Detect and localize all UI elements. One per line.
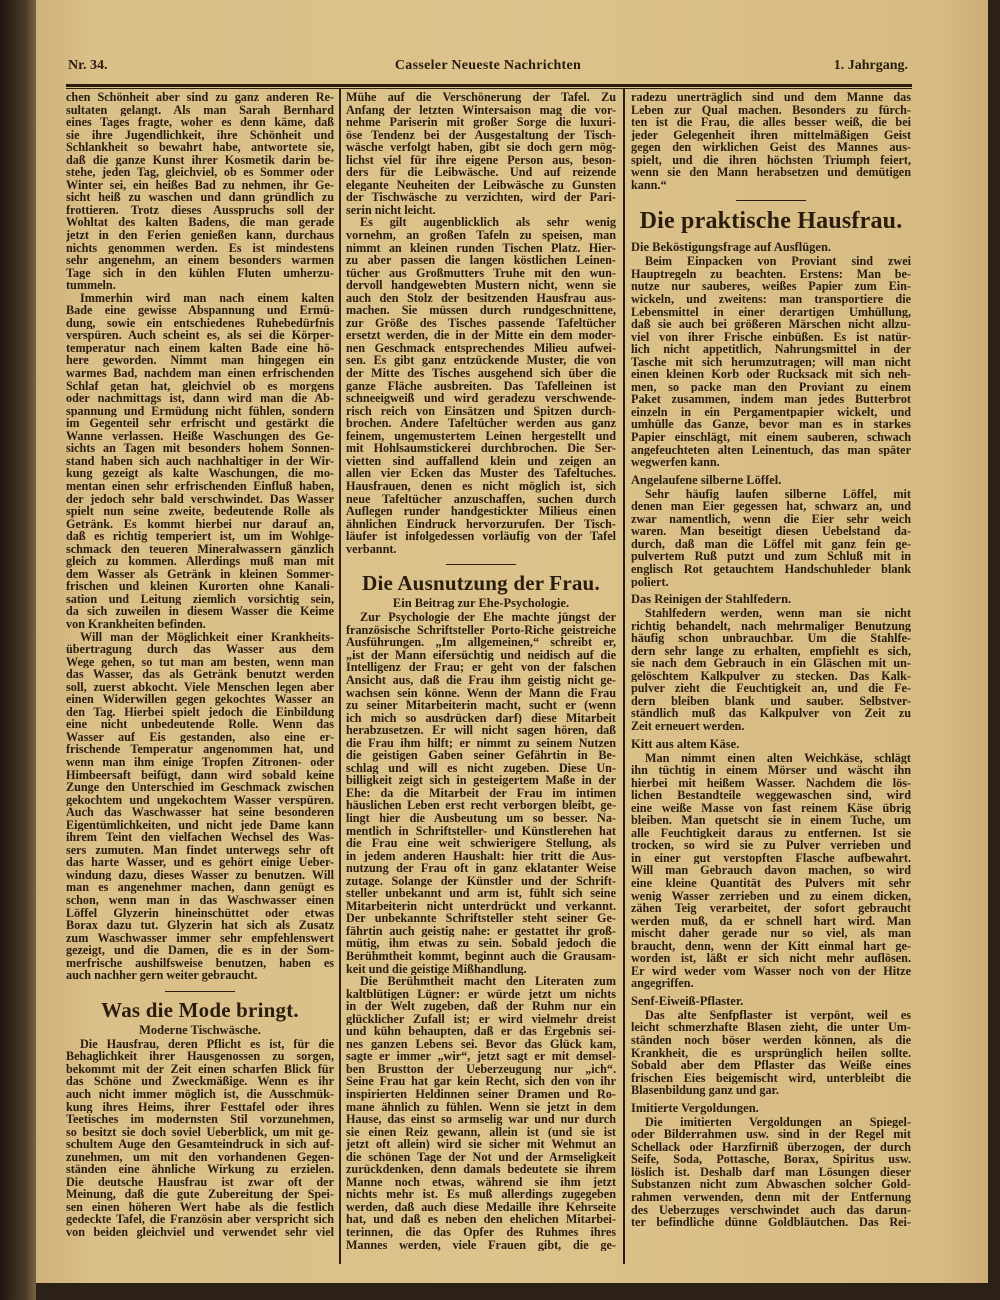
text-line: sicht heiß zu waschen und dann gründlich zu: [66, 191, 334, 204]
section-divider: [446, 564, 516, 565]
text-line: nimmt an kleinen runden Tischen Platz. Hier-: [346, 241, 616, 255]
text-line: lingt hier die Ausbeutung um so besser. Na-: [346, 811, 616, 825]
text-line: das Schöne und Zweckmäßige. Wenn es ihr: [66, 1075, 334, 1089]
article-paragraph: [346, 216, 616, 555]
text-line: dern bleiben blank und sauber. Selbstver-: [631, 694, 911, 708]
text-line: lichen Bestandteile weggewaschen sind, wird: [631, 789, 911, 802]
text-line: sultaten gelangt. Als man Sarah Bernhard: [66, 103, 334, 117]
section-subheading: Kitt aus altem Käse.: [631, 736, 740, 751]
text-line: kann.“: [631, 178, 667, 192]
scan-binding-edge: [0, 0, 36, 1300]
text-line: Meinung, daß die gute Zubereitung der Spei-: [66, 1188, 334, 1201]
text-line: Der unbekannte Schriftsteller steht seiner Ge-: [346, 912, 616, 925]
section-subheading: Angelaufene silberne Löffel.: [631, 472, 782, 487]
text-line: Intelligenz der Frau; er geht von der falschen: [346, 661, 616, 674]
text-line: Tasche mit sich herumzutragen; will man nicht: [631, 355, 911, 369]
issue-number: Nr. 34.: [68, 58, 108, 73]
text-line: Leben zur Qual machen. Besonders zu fürch-: [631, 103, 911, 117]
text-line: mentan einen sehr erfrischenden Einfluß haben,: [66, 479, 334, 493]
text-line: feinem, ungemustertem Leinen hergestellt und: [346, 429, 616, 443]
text-line: steller unbekannt und arm ist, fühlt sich seine: [346, 887, 616, 900]
text-line: nutze nur sauberes, weißes Papier zum Ein-: [631, 280, 911, 294]
text-line: poliert.: [631, 575, 669, 589]
text-line: kaltblütigen Lügner: er würde jetzt um nichts: [346, 987, 616, 1001]
text-line: pulvertem Ruß putzt und zum Schluß mit in: [631, 550, 911, 563]
text-line: Schellack oder Harzfirniß überzogen, der durch: [631, 1140, 911, 1154]
text-line: häuslichen Leben erst recht verborgen bleibt, ge-: [346, 799, 616, 812]
text-line: Ansicht aus, daß die Frau ihm geistig nicht ge-: [346, 673, 616, 687]
text-line: Tage sich in den kühlen Fluten umherzu-: [66, 266, 334, 280]
text-line: zwar namentlich, wenn die Eier sehr weich: [631, 512, 911, 526]
column-divider: [623, 88, 625, 1264]
text-line: tummeln.: [66, 279, 116, 292]
article-paragraph: [346, 975, 616, 1251]
text-line: allen vier Ecken das Muster des Tafeltuches.: [346, 467, 616, 480]
text-line: eines Tages fragte, woher es denn käme, daß: [66, 116, 334, 129]
text-line: Schlaf getan hat, gleichviel ob es morgens: [66, 379, 334, 393]
text-line: rahmen verwenden, denn mit der Entfernung: [631, 1191, 911, 1204]
text-line: gelöschtem Kalkpulver zu stecken. Das Kalk-: [631, 669, 911, 683]
text-line: keit und die geistige Mißhandlung.: [346, 962, 527, 976]
text-line: die geistigen Gaben seiner Gefährtin in Be-: [346, 749, 616, 762]
text-line: Stahlfedern werden, wenn man sie nicht: [645, 607, 911, 620]
text-line: ders für die Leibwäsche. Und auf reizende: [346, 166, 616, 179]
text-line: Ausführungen. „Im allgemeinen,“ schreibt er,: [346, 636, 616, 649]
text-line: ganze Fläche ausbreiten. Das Tafelleinen ist: [346, 379, 616, 393]
text-line: stehe, jeden Tag, gleichviel, ob es Sommer oder: [66, 166, 334, 179]
text-line: ständen eine ähnliche Wirkung zu erzielen.: [66, 1163, 334, 1176]
text-line: sation und Leitung ziemlich vorsichtig sein,: [66, 592, 334, 606]
text-line: werden muß, da er schnell hart wird. Man: [631, 914, 911, 928]
text-line: Wanne verlassen. Heiße Waschungen des Ge-: [66, 429, 334, 443]
text-line: mit Hohlsaumstickerei durchbrochen. Die Ser-: [346, 442, 616, 455]
text-line: in der Welt zugeben, daß der Ruhm nur ein: [346, 1000, 616, 1013]
text-line: verspüren. Auch scheint es, als sei die Körper-: [66, 329, 334, 342]
text-line: pulver zieht die Feuchtigkeit an, und die Fe-: [631, 682, 911, 695]
text-line: ersetzt werden, die in der Mitte ein dem moder-: [346, 329, 616, 342]
text-line: sichts an Tagen mit besonders hohem Sonnen-: [66, 442, 334, 455]
text-line: alle Feuchtigkeit daraus zu entfernen. Ist sie: [631, 826, 911, 840]
section-subheading: Die Beköstigungsfrage auf Ausflügen.: [631, 240, 832, 255]
text-line: auch nicht immer möglich ist, die Ausschmük-: [66, 1088, 334, 1101]
text-line: Beim Einpacken von Proviant sind zwei: [645, 255, 911, 268]
text-line: übertragung durch das Wasser aus dem: [66, 643, 334, 656]
text-line: jetzt in den Ferien genießen kann, durchaus: [66, 229, 334, 242]
text-line: öse Tendenz bei der Ausgestaltung der Tisch-: [346, 128, 616, 142]
text-line: zurückdenken, denn damals bedeutete sie ihrem: [346, 1163, 616, 1176]
text-line: Mühe auf die Verschönerung der Tafel. Zu: [346, 91, 616, 104]
text-line: Man nimmt einen alten Weichkäse, schlägt: [645, 751, 911, 765]
text-line: sen. Es gibt ganz entzückende Muster, die von: [346, 354, 616, 368]
text-line: herabzusetzen. Er will nicht sagen hören, daß: [346, 724, 616, 737]
text-line: sen einen höheren Wert habe als die festlich: [66, 1200, 334, 1214]
text-line: frischen und kleinen Kurorten ohne Kanali-: [66, 580, 334, 593]
section-subheading: Imitierte Vergoldungen.: [631, 1100, 759, 1115]
text-line: Winter sei, ein heißes Bad zu nehmen, ihr Ge-: [66, 178, 334, 192]
text-line: da sich zuweilen in diesem Wasser die Keime: [66, 605, 334, 618]
text-line: von beiden gleichviel und verwendet sehr viel: [66, 1226, 334, 1239]
text-line: eine kleine Quantität des Pulvers mit sehr: [631, 876, 911, 890]
text-line: sie nach dem Gebrauch in ein Gläschen mit un-: [631, 657, 911, 670]
text-line: daß sie auch bei größeren Märschen nicht allzu-: [631, 318, 911, 331]
text-line: Zeit erneuert werden.: [631, 719, 745, 733]
text-line: spannung und Ermüdung nicht fühlen, sondern: [66, 404, 334, 418]
text-line: vietten sind auffallend klein und zeigen an: [346, 454, 616, 468]
text-line: nutzung der Frau oft in ganz eklatanter Weise: [346, 862, 616, 875]
text-line: Krankheit, die es ursprünglich heilen sollte.: [631, 1046, 911, 1060]
text-line: mane ähnlich zu fühlen. Wenn sie jetzt in dem: [346, 1100, 616, 1114]
text-line: Mitarbeiterin nicht unterdrückt und verkannt.: [346, 899, 616, 913]
text-line: bekommt mit der Zeit einen scharfen Blick für: [66, 1062, 334, 1076]
text-line: Himbeersaft beifügt, dann wird sobald keine: [66, 768, 334, 782]
header-rule-thin: [66, 88, 912, 89]
text-line: das Wasser, das als Getränk benutzt werden: [66, 668, 334, 681]
column-3: [631, 91, 911, 1229]
text-line: die schönen Tage der Not und der Armseligkeit: [346, 1150, 616, 1164]
text-line: ähnlichen Eindruck hervorzurufen. Der Tisch-: [346, 517, 616, 531]
section-subheading: Senf-Eiweiß-Pflaster.: [631, 993, 744, 1008]
text-line: lichst viel für ihre eigene Person aus, beson-: [346, 153, 616, 167]
text-line: Schlankheit so bewahrt habe, antwortete sie,: [66, 141, 334, 154]
article-headline: Die praktische Hausfrau.: [639, 208, 903, 235]
text-line: Will man Gebrauch davon machen, so wird: [631, 864, 911, 877]
text-line: Zunge den Unterschied im Geschmack zwischen: [66, 781, 334, 794]
column-2: [346, 91, 616, 1251]
text-line: ter befindliche dünne Goldbläutchen. Das Rei-: [631, 1216, 911, 1229]
text-line: englisch Rot getauchtem Handschuhleder blank: [631, 562, 911, 576]
text-line: des Ueberzuges verschwindet auch das darun-: [631, 1203, 911, 1217]
text-line: zähen Teig verarbeitet, der sofort gebraucht: [631, 902, 911, 915]
text-line: daß es richtig temperiert ist, um im Wohlge-: [66, 530, 334, 543]
text-line: Auflegen runder handgestickter Milieus einen: [346, 505, 616, 518]
text-line: hierbei mit heißem Wasser. Nachdem die lös-: [631, 776, 911, 790]
text-line: Es gilt augenblicklich als sehr wenig: [360, 216, 616, 230]
text-line: werden, daß auch diese Medaille ihre Kehrseite: [346, 1200, 616, 1214]
text-line: dung, sowie ein entschiedenes Ruhebedürfnis: [66, 316, 334, 330]
volume-label: 1. Jahrgang.: [833, 58, 908, 73]
text-line: neue Tafeltücher anzuschaffen, suchen durch: [346, 492, 616, 506]
text-line: wäsche verfolgt haben, gibt sie doch gern mög-: [346, 141, 616, 154]
text-line: frischende Temperatur angenommen hat, und: [66, 743, 334, 756]
text-line: wenn man ihm einige Tropfen Zitronen- oder: [66, 755, 334, 769]
text-line: schultem Auge den Gesamteindruck in sich auf-: [66, 1138, 334, 1151]
text-line: machen. Sie müssen durch rundgeschnittene,: [346, 304, 616, 317]
text-line: elegante Neuheiten der Leibwäsche zu Gunsten: [346, 178, 616, 192]
text-line: nen Geschmack entsprechendes Milieu aufwei-: [346, 341, 616, 355]
text-line: spielt nun seine zweite, bedeutende Rolle als: [66, 505, 334, 518]
text-line: schmack den teueren Mineralwassern gänzlich: [66, 542, 334, 556]
text-line: wenig Wasser zerrieben und zu einem dicken,: [631, 889, 911, 903]
text-line: lich nicht appetitlich, Nahrungsmittel in der: [631, 343, 911, 356]
text-line: das harte Wasser, und es gehört einige Ueber-: [66, 856, 334, 869]
text-line: warmes Bad, nachdem man einen erfrischenden: [66, 367, 334, 380]
text-line: temperatur nach einem kalten Bade eine hö-: [66, 341, 334, 355]
text-line: im Gegenteil sehr erfrischt und gestärkt die: [66, 417, 334, 430]
text-line: sehr angenehm, an einem besonders warmen: [66, 254, 334, 267]
text-line: Paket zusammen, indem man jedes Butterbrot: [631, 393, 911, 406]
text-line: zutage. Solange der Künstler und der Schrift-: [346, 874, 616, 888]
text-line: in jedem anderen Haushalt: hier tritt die Aus-: [346, 849, 616, 863]
text-line: auch den Stolz der besitzenden Hausfrau aus-: [346, 291, 616, 305]
text-line: gedeckte Tafel, die Französin aber verspricht sich: [66, 1213, 334, 1227]
page-header: [68, 58, 908, 80]
text-line: auch nachher gern weiter gebraucht.: [66, 969, 258, 982]
text-line: Die Berühmtheit macht den Literaten zum: [360, 975, 616, 988]
text-line: der Tischwäsche zu verzichten, wird der Pari-: [346, 191, 616, 204]
text-line: französische Schriftsteller Porto-Riche geistreiche: [346, 623, 616, 637]
text-line: Bade eine gewisse Abspannung und Ermü-: [66, 304, 334, 317]
text-line: Getränk. Es kommt hierbei nur darauf an,: [66, 517, 334, 531]
text-line: Sehr häufig laufen silberne Löffel, mit: [645, 487, 911, 501]
text-line: umhülle das Ganze, bevor man es in starkes: [631, 418, 911, 432]
text-line: man es angenehmer machen, dann genügt es: [66, 881, 334, 894]
text-line: einen Widerwillen gegen gekochtes Wasser an: [66, 693, 334, 706]
text-line: einen kleinen Korb oder Rucksack mit sich neh-: [631, 368, 911, 381]
text-line: Borax dazu tut. Glyzerin hat sich als Zusatz: [66, 919, 334, 932]
text-line: schlag und will es nicht zugeben. Diese Un-: [346, 761, 616, 775]
text-line: Wohltat des kalten Badens, die man gerade: [66, 216, 334, 230]
text-line: ständlich muß das Kalkpulver von Zeit zu: [631, 707, 911, 720]
text-line: Substanzen nicht zum Abwaschen solcher Gold-: [631, 1178, 911, 1192]
text-line: der jedoch sehr bald verschwindet. Das Wasser: [66, 492, 334, 506]
text-line: „ist der Mann eifersüchtig und neidisch auf die: [346, 648, 616, 662]
article-paragraph: [66, 1038, 334, 1239]
text-line: Seine Frau hat gar kein Recht, sich den von ihr: [346, 1075, 616, 1089]
text-line: denen man Eier gegessen hat, schwarz an, und: [631, 500, 911, 513]
text-line: löslich ist. Deshalb darf man Lösungen dieser: [631, 1165, 911, 1179]
text-line: den Tag. Hierbei spielt jedoch die Einbildung: [66, 705, 334, 719]
text-line: und kühn behaupten, daß er das Ergebnis sei-: [346, 1025, 616, 1038]
text-line: zur Größe des Tisches passende Tafeltücher: [346, 316, 616, 330]
text-line: verbannt.: [346, 542, 397, 556]
text-line: fährtin auch geistig nahe: er gestattet ihr groß-: [346, 924, 616, 938]
text-line: dern sehr lange zu erhalten, empfiehlt es sich,: [631, 644, 911, 658]
text-line: leicht schmerzhafte Blasen zieht, die unter Um-: [631, 1021, 911, 1034]
text-line: Immerhin wird man nach einem kalten: [80, 291, 334, 305]
article-paragraph: [66, 91, 334, 292]
section-divider: [165, 991, 235, 992]
text-line: Papier einschlägt, mit einem sauberen, schwach: [631, 431, 911, 444]
text-line: billigkeit zeigt sich in gesteigertem Maße in der: [346, 774, 616, 787]
article-subheadline: Ein Beitrag zur Ehe-Psychologie.: [392, 596, 570, 611]
text-line: oder nachmittags ist, dann wird man die Ab-: [66, 392, 334, 405]
text-line: eine weiße Masse von fast reinem Käse übrig: [631, 801, 911, 815]
text-line: läufer ist infolgedessen vorläufig von der Tafel: [346, 530, 616, 543]
article-paragraph: [66, 292, 334, 631]
text-line: viel von ihrer Frische einbüßen. Es ist natür-: [631, 330, 911, 344]
text-line: mütig, ihm etwas zu sein. Sobald jedoch die: [346, 937, 616, 950]
text-line: hat, und daß es neben den ehelichen Mitarbei-: [346, 1213, 616, 1227]
text-line: durch, daß man die Löffel mit ganz fein ge-: [631, 537, 911, 551]
text-line: sagte er immer „wir“, jetzt sagt er mit demsel-: [346, 1050, 616, 1063]
text-line: braucht, denn, wenn der Kitt einmal hart ge-: [631, 939, 911, 953]
text-line: Eigentümlichkeiten, und nicht jede Dame kann: [66, 818, 334, 832]
text-line: men, so packe man den Proviant zu einem: [631, 380, 911, 394]
text-line: Berühmtheit kommt, beginnt auch die Grausam-: [346, 950, 616, 963]
text-line: ten ist die Frau, die alles besser weiß, die bei: [631, 116, 911, 129]
text-line: Behaglichkeit ihrer Hausgenossen zu sorgen,: [66, 1050, 334, 1063]
article-subheadline: Moderne Tischwäsche.: [139, 1022, 261, 1037]
text-line: Die imitierten Vergoldungen an Spiegel-: [645, 1115, 911, 1129]
text-line: die Frau ihm hilft; er nimmt zu seinem Nutzen: [346, 736, 616, 750]
text-line: eine nicht unbedeutende Rolle. Wenn das: [66, 718, 334, 731]
section-subheading: Das Reinigen der Stahlfedern.: [631, 592, 792, 607]
text-line: angegriffen.: [631, 977, 694, 990]
text-line: frottieren. Trotz dieses Ausspruchs soll der: [66, 203, 334, 217]
article-paragraph: [631, 488, 911, 588]
text-line: chen Schönheit aber sind zu ganz anderen Re-: [66, 91, 334, 104]
text-line: bleiben. Man quetscht sie in einem Tuche, um: [631, 814, 911, 827]
column-1: [66, 91, 334, 1239]
text-line: Mannes werden, viele Frauen gibt, die ge-: [346, 1238, 616, 1252]
text-line: Die deutsche Hausfrau ist zwar oft der: [66, 1175, 334, 1189]
article-paragraph: [66, 631, 334, 982]
article-paragraph: [346, 91, 616, 216]
text-line: angefeuchteten alten Leinentuch, das man später: [631, 443, 911, 457]
text-line: oder Bilderrahmen usw. sind in der Regel mit: [631, 1128, 911, 1141]
text-line: die Frau eine weit schwierigere Stellung, als: [346, 837, 616, 850]
text-line: nichts mehr ist. Es muß allerdings zugegeben: [346, 1188, 616, 1201]
text-line: schon, wenn man in das Waschwasser einen: [66, 894, 334, 907]
text-line: waren. Man beseitigt diesen Uebelstand da-: [631, 525, 911, 538]
text-line: von Krankheiten befinden.: [66, 617, 206, 631]
text-line: gekochtem und ungekochtem Wasser verspüren.: [66, 793, 334, 807]
text-line: Er wird weder vom Wasser noch von der Hitze: [631, 964, 911, 978]
text-line: wickeln, und zweitens: man transportiere die: [631, 293, 911, 306]
article-paragraph: [346, 611, 616, 975]
text-line: gegen den wirklichen Geist des Mannes aus-: [631, 141, 911, 154]
text-line: zu aber passen die langen köstlichen Leinen-: [346, 254, 616, 267]
text-line: Will man der Möglichkeit einer Krankheits-: [80, 630, 334, 644]
text-line: vornehm, an großen Tafeln zu speisen, man: [346, 229, 616, 242]
text-line: gleich zu kommen. Allerdings muß man mit: [66, 555, 334, 568]
text-line: merfrische aushilfsweise benutzen, haben es: [66, 956, 334, 970]
text-line: here geworden. Nimmt man hingegen ein: [66, 354, 334, 368]
text-line: sie einen Reiz gewann, allein ist (und sie ist: [346, 1125, 616, 1139]
text-line: stand haben sich auch nachhaltiger in der Wir-: [66, 454, 334, 468]
text-line: Hauptregeln zu beachten. Erstens: Man be-: [631, 267, 911, 281]
text-line: Wasser auf Eis gestanden, also eine er-: [66, 730, 334, 744]
article-paragraph: [631, 255, 911, 468]
text-line: Die Hausfrau, deren Pflicht es ist, für die: [80, 1037, 334, 1051]
text-line: jetzt oft allein) wird sie sicher mit Wehmut an: [346, 1138, 616, 1151]
text-line: Anfang der letzten Wintersaison mag die vor-: [346, 103, 616, 117]
text-line: Sobald aber dem Pflaster das Weiße eines: [631, 1059, 911, 1072]
text-line: Zur Psychologie der Ehe machte jüngst der: [360, 611, 616, 624]
text-line: trocken, so wird sie zu Pulver verrieben und: [631, 839, 911, 852]
text-line: inspirierten Heldinnen seiner Dramen und Ro-: [346, 1088, 616, 1101]
text-line: Ehe: da die Mitarbeit der Frau im intimen: [346, 786, 616, 800]
text-line: der Mitte des Tisches ausgehend sich über die: [346, 367, 616, 380]
article-headline: Die Ausnutzung der Frau.: [362, 571, 600, 596]
text-line: sie ihre Jugendlichkeit, ihre Schönheit und: [66, 128, 334, 142]
text-line: in einer gut verstopften Flasche aufbewahrt.: [631, 851, 911, 865]
text-line: serin nicht leicht.: [346, 203, 436, 217]
article-paragraph: [631, 1116, 911, 1229]
text-line: ihrem Teint den vielfachen Wechsel des Was-: [66, 831, 334, 844]
text-line: Teetisches im modernsten Stil vorzunehmen,: [66, 1113, 334, 1126]
text-line: häufig schon unbrauchbar. Um die Stahlfe-: [631, 632, 911, 645]
article-paragraph: [631, 1009, 911, 1097]
text-line: worden ist, läßt er sich nicht mehr auflösen.: [631, 952, 911, 965]
text-line: Manne noch etwas, während sie ihm jetzt: [346, 1175, 616, 1189]
text-line: Wege gehen, so tut man am besten, wenn man: [66, 655, 334, 669]
text-line: glücklicher Zufall ist; er wird vielmehr dreist: [346, 1012, 616, 1026]
text-line: zum Waschwasser immer sehr empfehlenswert: [66, 931, 334, 945]
text-line: jeder Gelegenheit ihren mittelmäßigen Geist: [631, 128, 911, 142]
text-line: brochen. Andere Tafeltücher werden aus ganz: [346, 417, 616, 430]
text-line: Hausfrauen, denen es nicht möglich ist, sich: [346, 479, 616, 493]
text-line: nehme Pariserin mit großer Sorge die luxuri-: [346, 116, 616, 129]
column-divider: [339, 88, 341, 1264]
text-line: ständen noch böser werden können, als die: [631, 1034, 911, 1047]
text-line: nes ganzen Lebens sei. Bevor das Glück kam,: [346, 1037, 616, 1051]
text-line: wachsen sein könne. Wenn der Mann die Frau: [346, 686, 616, 700]
text-line: risch reich von Einsätzen und Spitzen durch-: [346, 404, 616, 418]
text-line: einzeln in ein Pergamentpapier wickelt, und: [631, 405, 911, 419]
text-line: wegwerfen kann.: [631, 456, 720, 469]
text-line: ich mich so ausdrücken darf) diese Mitarbeit: [346, 711, 616, 725]
text-line: Lebensmittel in einer derartigen Umhüllung,: [631, 305, 911, 319]
text-line: schneeigweiß und wird geradezu verschwende-: [346, 392, 616, 405]
text-line: dervoll handgewebten Mustern nicht, wenn sie: [346, 279, 616, 292]
text-line: ihn tüchtig in einem Mörser und wäscht ihn: [631, 764, 911, 777]
text-line: gezeigt, und die Damen, die es in der Som-: [66, 944, 334, 957]
text-line: radezu unerträglich sind und dem Manne das: [631, 91, 911, 104]
text-line: kung ihres Heims, ihrer Festtafel oder ihres: [66, 1100, 334, 1114]
text-line: spielt, und die ihren höchsten Triumph feiert,: [631, 153, 911, 167]
text-line: zunehmen, um mit den vorhandenen Gegen-: [66, 1150, 334, 1164]
article-headline: Was die Mode bringt.: [101, 997, 299, 1022]
text-line: dem Wasser als Getränk in kleinen Sommer-: [66, 567, 334, 581]
text-line: ben Brustton der Ueberzeugung nur „ich“.: [346, 1062, 616, 1076]
article-paragraph: [631, 91, 911, 191]
text-line: frischen Eies beigemischt wird, unterbleibt die: [631, 1071, 911, 1085]
text-line: Seife, Soda, Pottasche, Borax, Spiritus usw.: [631, 1153, 911, 1166]
text-line: sers zumuten. Man findet unterwegs sehr oft: [66, 843, 334, 857]
text-line: daß die ganze Kunst ihrer Kosmetik darin be-: [66, 153, 334, 167]
text-line: Blasenbildung ganz und gar.: [631, 1084, 779, 1097]
text-line: terinnen, die das Opfer des Ruhmes ihres: [346, 1226, 616, 1239]
article-paragraph: [631, 607, 911, 732]
text-line: nichts genommen werden. Es ist mindestens: [66, 241, 334, 255]
text-line: Auch das Waschwasser hat seine besonderen: [66, 806, 334, 819]
newspaper-title: Casseler Neueste Nachrichten: [394, 58, 582, 73]
text-line: windung dazu, dieses Wasser zu benutzen. Will: [66, 868, 334, 882]
text-line: Hause, das einst so armselig war und nur durch: [346, 1113, 616, 1126]
text-line: mentlich in Schriftsteller- und Künstlerehen hat: [346, 824, 616, 838]
text-line: kung gezeigt als kalte Waschungen, die mo-: [66, 467, 334, 480]
header-rule: [66, 84, 912, 87]
text-line: richtig behandelt, nach mehrmaliger Benutzung: [631, 619, 911, 633]
text-line: wenn sie den Mann herabsetzen und demütigen: [631, 166, 911, 179]
text-line: tücher aus Großmutters Truhe mit den wun-: [346, 266, 616, 280]
text-line: soll, zuerst abkocht. Viele Menschen legen aber: [66, 680, 334, 694]
text-line: mischt daher gerade nur so viel, als man: [631, 927, 911, 940]
text-line: Das alte Senfpflaster ist verpönt, weil es: [645, 1008, 911, 1022]
section-divider: [736, 200, 806, 201]
text-line: zu seiner Mitarbeiterin macht, sucht er (wenn: [346, 699, 616, 712]
text-line: Löffel Glyzerin hineinschüttet oder etwas: [66, 906, 334, 920]
article-paragraph: [631, 752, 911, 990]
text-line: so besitzt sie doch soviel Ueberblick, um mit ge-: [66, 1125, 334, 1139]
